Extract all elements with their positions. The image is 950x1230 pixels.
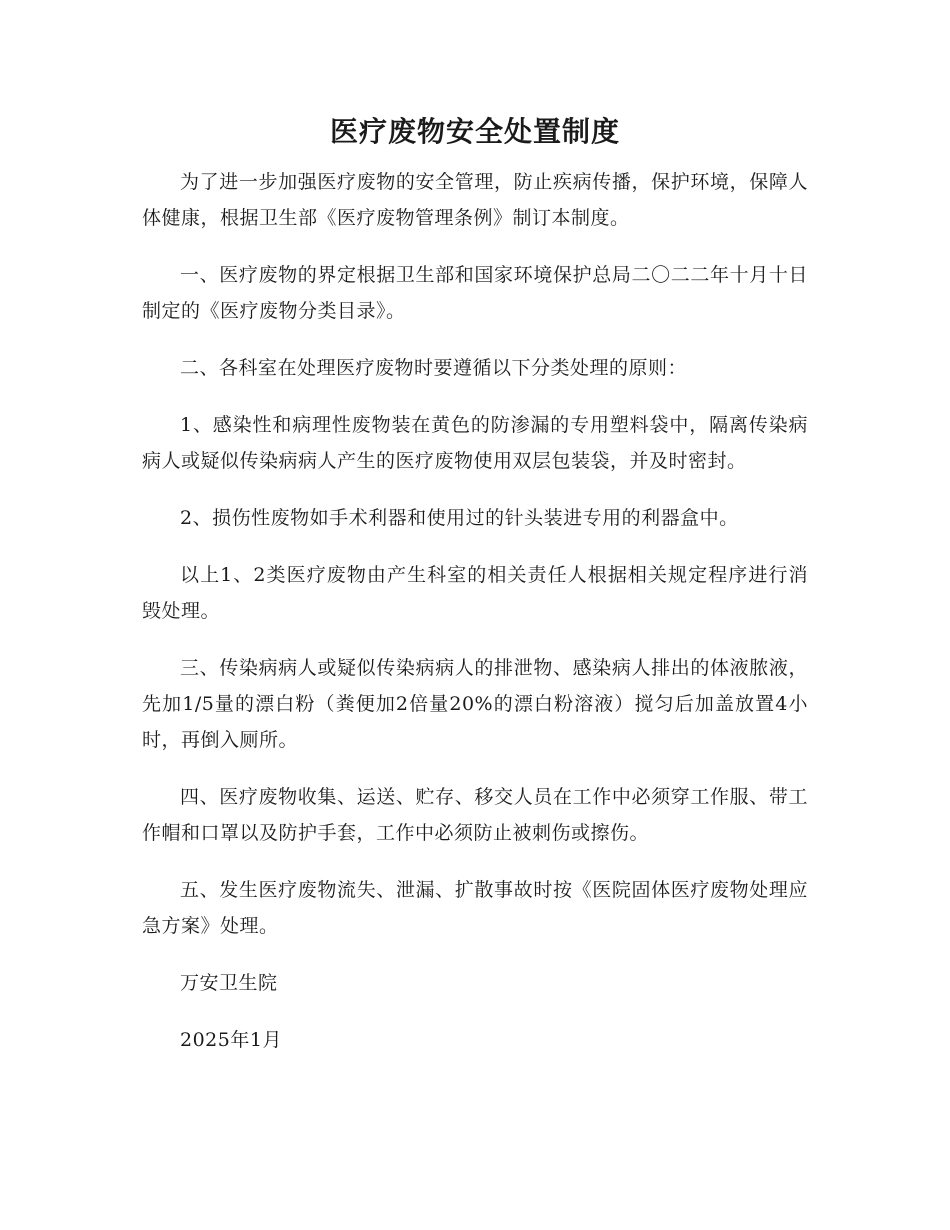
organization-name: 万安卫生院 (180, 972, 278, 994)
paragraph-sharps-waste: 2、损伤性废物如手术利器和使用过的针头装进专用的利器盒中。 (180, 507, 739, 529)
document-page (142, 112, 808, 1079)
paragraph-classification-principle: 二、各科室在处理医疗废物时要遵循以下分类处理的原则： (180, 357, 688, 379)
paragraph-infectious-waste: 1、感染性和病理性废物装在黄色的防渗漏的专用塑料袋中，隔离传染病病人或疑似传染病病人产生的医疗废物使用双层包装袋，并及时密封。 (142, 414, 808, 472)
paragraph-emergency: 五、发生医疗废物流失、泄漏、扩散事故时按《医院固体医疗废物处理应急方案》处理。 (142, 879, 808, 937)
paragraph-intro: 为了进一步加强医疗废物的安全管理，防止疾病传播，保护环境，保障人体健康，根据卫生部《医疗废物管理条例》制订本制度。 (142, 171, 808, 229)
document-title: 医疗废物安全处置制度 (329, 115, 620, 148)
paragraph-disposal: 以上1、2类医疗废物由产生科室的相关责任人根据相关规定程序进行消毁处理。 (142, 564, 808, 622)
paragraph-definition: 一、医疗废物的界定根据卫生部和国家环境保护总局二〇二二年十月十日制定的《医疗废物分类目录》。 (142, 264, 808, 322)
paragraph-excreta: 三、传染病病人或疑似传染病病人的排泄物、感染病人排出的体液脓液，先加1/5量的漂白粉（粪便加2倍量20%的漂白粉溶液）搅匀后加盖放置4小时，再倒入厕所。 (142, 657, 808, 751)
document-date: 2025年1月 (180, 1029, 282, 1051)
paragraph-protection: 四、医疗废物收集、运送、贮存、移交人员在工作中必须穿工作服、带工作帽和口罩以及防护手套，工作中必须防止被刺伤或擦伤。 (142, 786, 808, 844)
